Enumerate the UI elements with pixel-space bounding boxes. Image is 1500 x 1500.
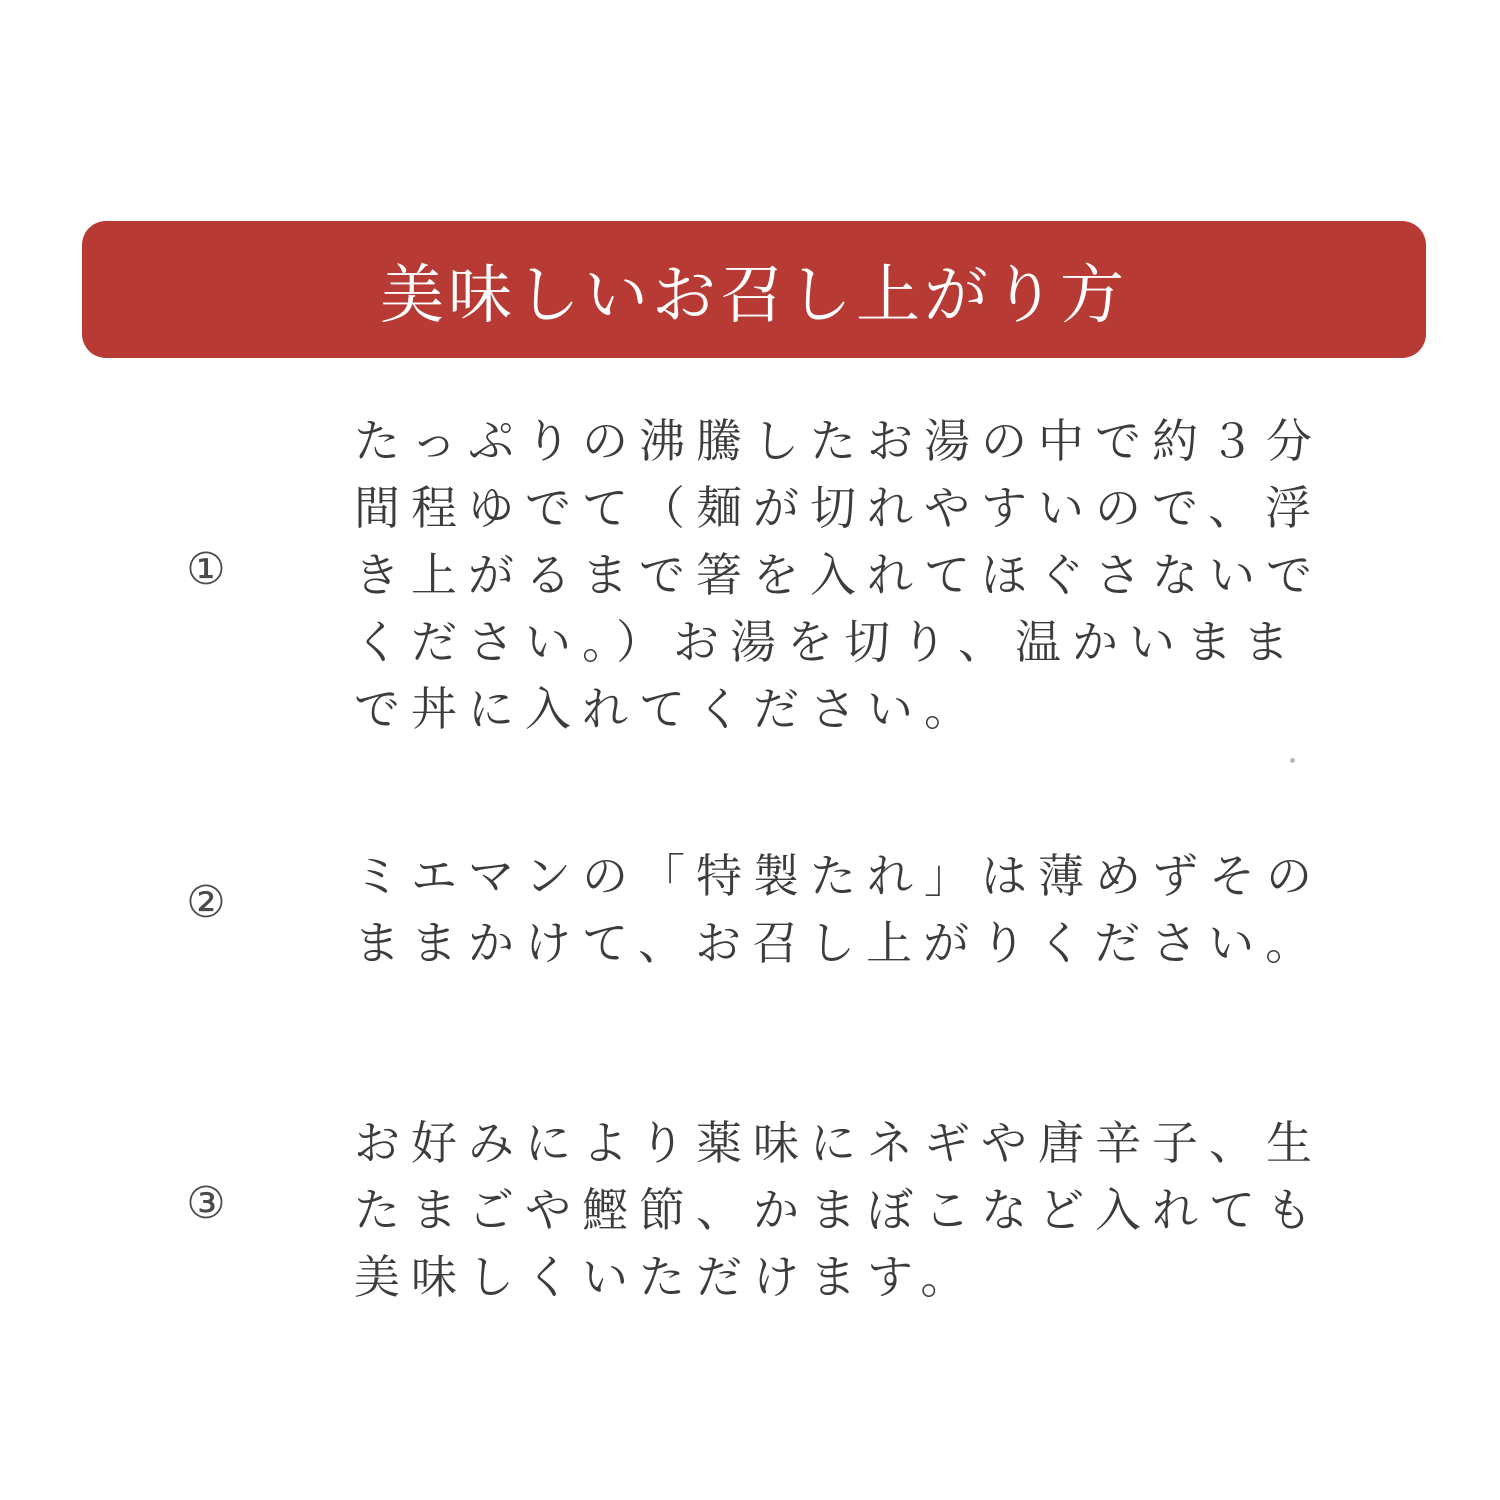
step-text: たっぷりの沸騰したお湯の中で約３分 間程ゆでて（麺が切れやすいので、浮 き上がるまで箸を入れてほぐさないで ください。）お湯を切り、温かいまま で丼に入れてください。 [354,414,1323,736]
step-number: ② [186,877,226,928]
step-text: お好みにより薬味にネギや唐辛子、生 たまごや鰹節、かまぼこなど入れても 美味しくいただけます。 [354,1116,1323,1304]
step-2 [0,843,1500,983]
header-banner [82,221,1426,358]
step-1 [0,408,1500,748]
scan-speck [1290,758,1295,763]
step-text: ミエマンの「特製たれ」は薄めずその ままかけて、お召し上がりください。 [354,849,1323,970]
page-title: 美味しいお召し上がり方 [380,258,1128,333]
step-number: ③ [186,1178,226,1229]
step-3 [0,1110,1500,1320]
step-number: ① [186,544,226,595]
